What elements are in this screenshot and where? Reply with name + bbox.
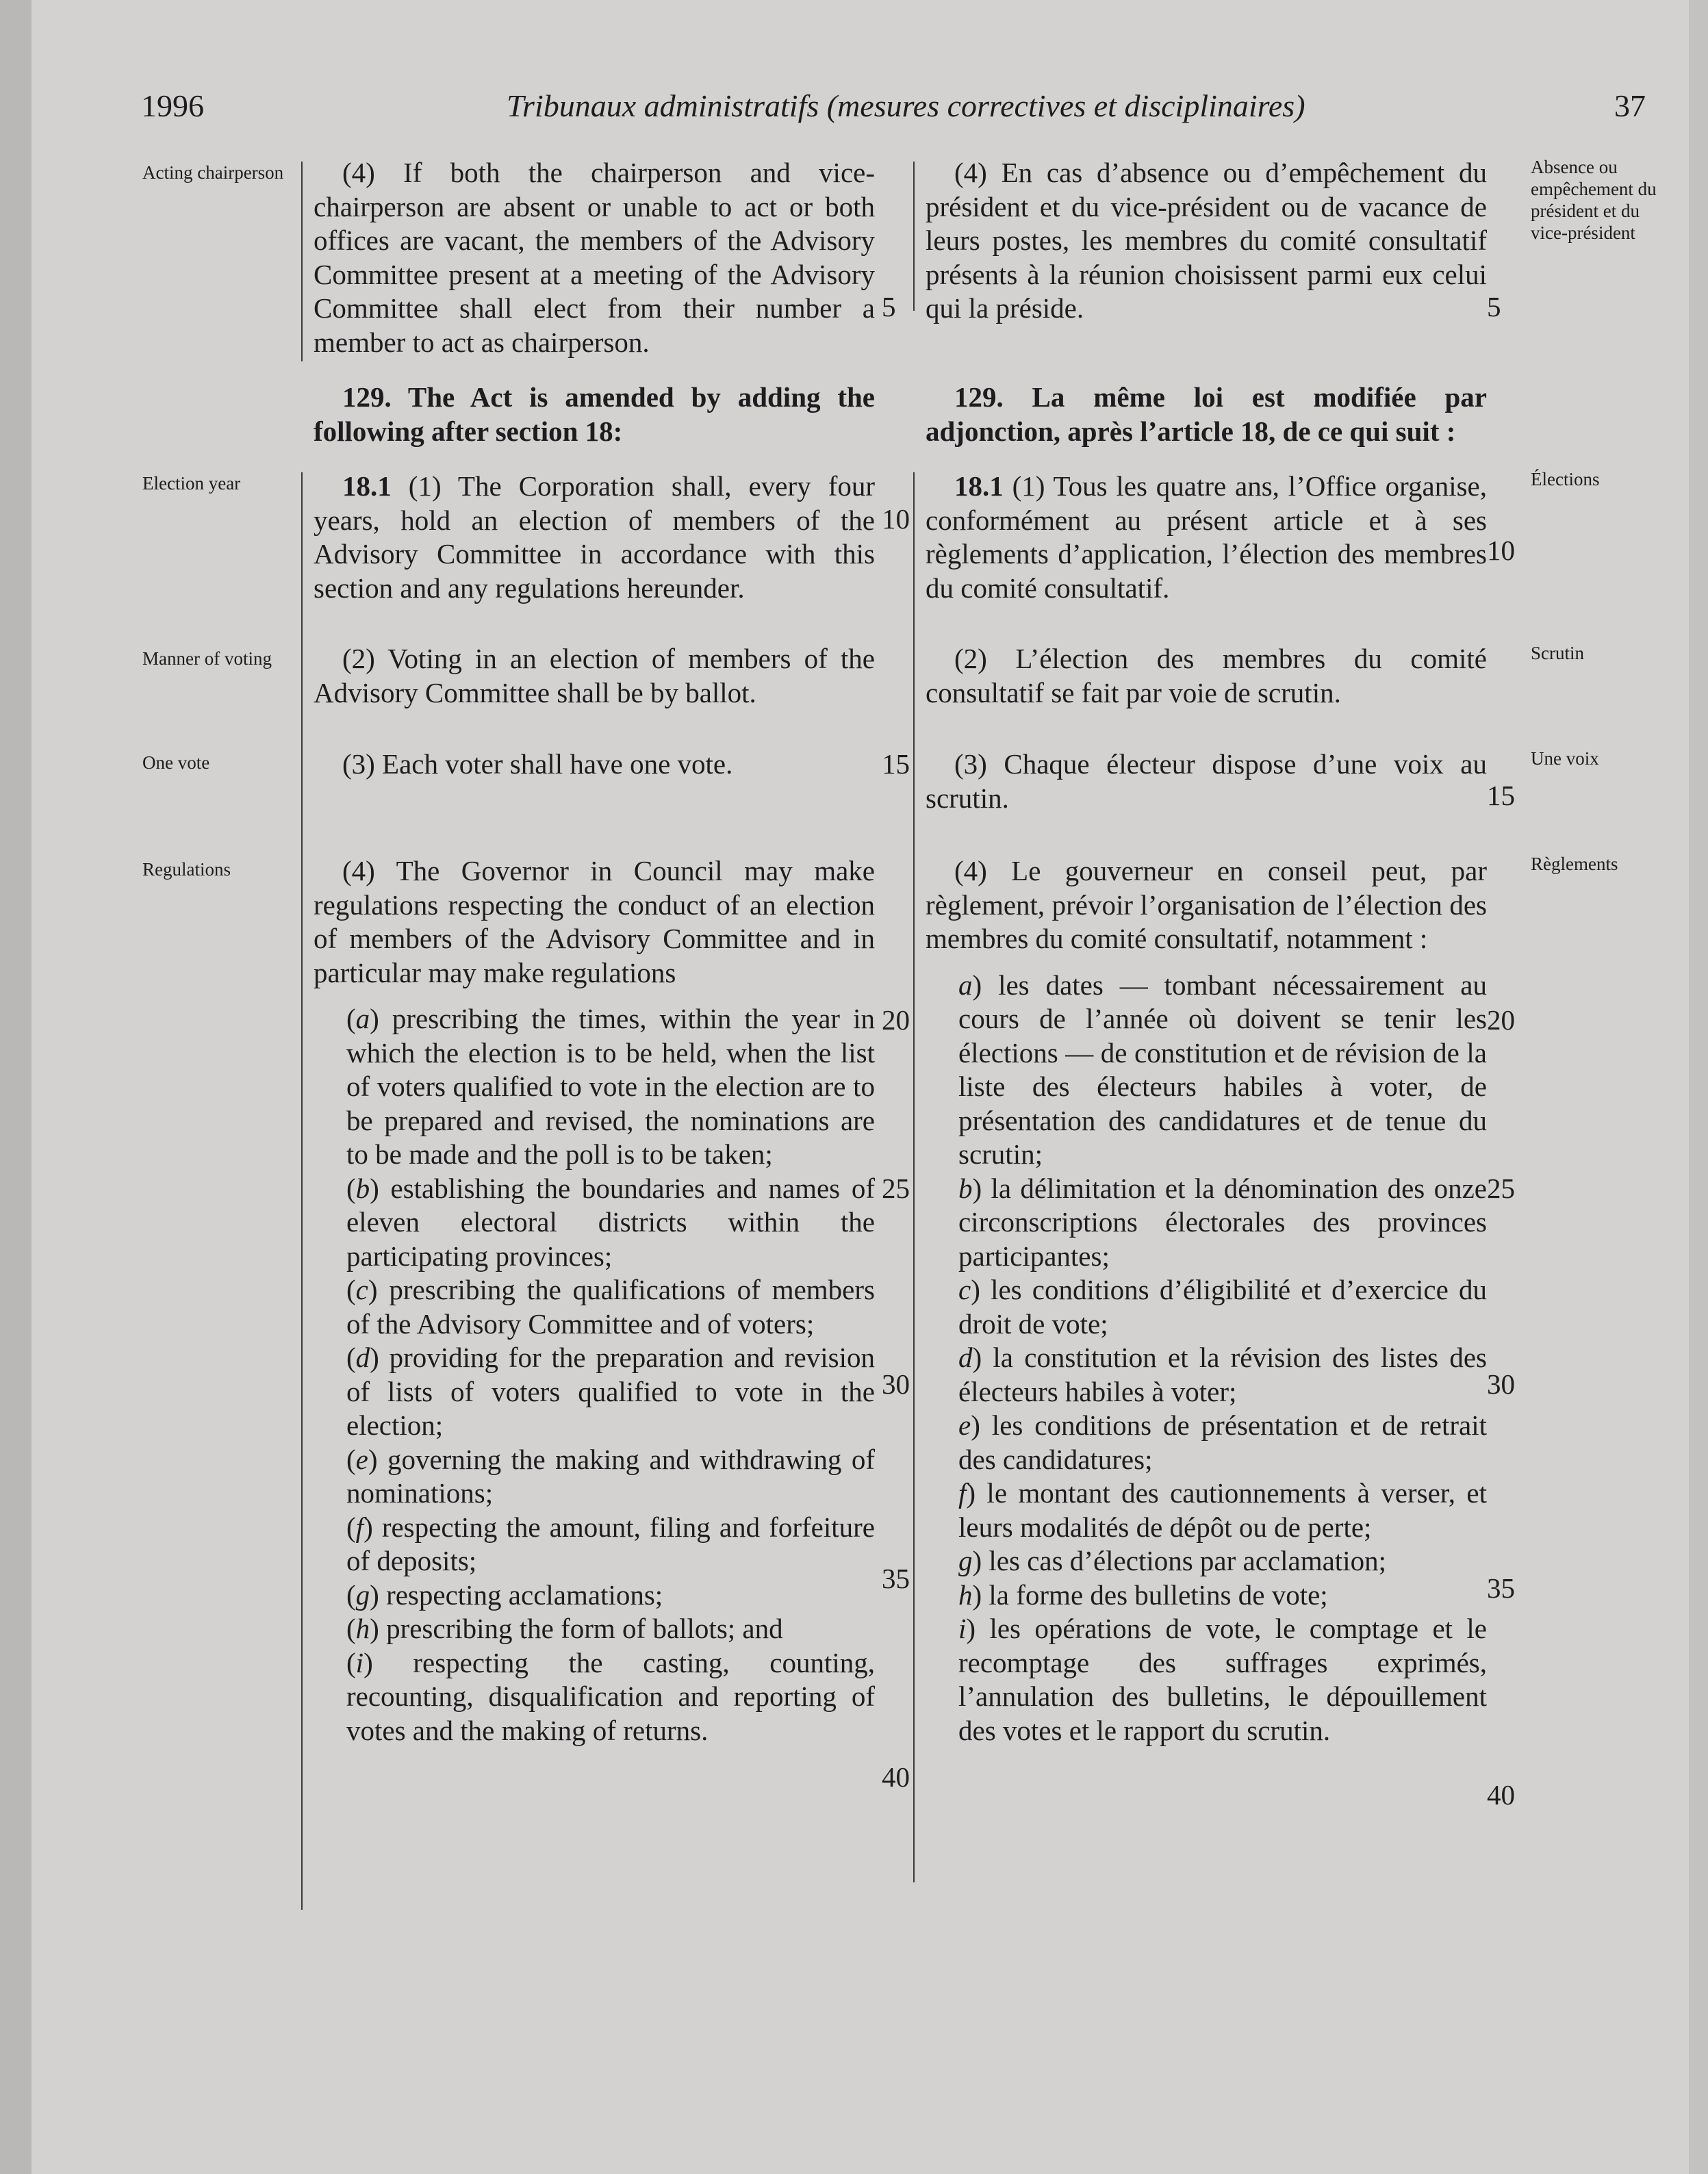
en-item-c: (c) prescribing the qualifications of members of the Advisory Committee and of voters;: [346, 1274, 875, 1340]
en-item-list: [314, 1002, 875, 1748]
fr-paragraph: (3) Chaque électeur dispose d’une voix au scrutin.: [926, 748, 1487, 814]
line-number: 10: [882, 503, 910, 535]
fr-section-18-1: [926, 470, 1487, 605]
en-item-h: (h) prescribing the form of ballots; and: [346, 1613, 783, 1644]
en-item-i: (i) respecting the casting, counting, recounting, disqualification and reporting of votes and the making of returns.: [346, 1646, 876, 1746]
line-number: 40: [1487, 1779, 1515, 1811]
margin-note-une-voix: Une voix: [1531, 748, 1599, 769]
line-number: 25: [882, 1173, 910, 1204]
en-item-a: (a) prescribing the times, within the year in which the election is to be held, when the list of voters qualified to vote in the election are to be prepared and revised, the nominations are to be made and the poll is to be taken;: [346, 1003, 876, 1170]
fr-item-text: les conditions d’éligibilité et d’exercice du droit de vote;: [958, 1274, 1487, 1340]
en-paragraph: (4) If both the chairperson and vice-chairperson are absent or unable to act or both offices are vacant, the members of the Advisory Committee present at a meeting of the Advisory Committee shall elect from their number a member to act as chairperson.: [314, 157, 875, 358]
en-section-18-1: [314, 470, 875, 605]
line-number: 15: [882, 748, 910, 780]
fr-item-letter: a: [958, 969, 973, 1001]
en-item-text: prescribing the form of ballots; and: [386, 1613, 783, 1644]
fr-item-list: [926, 969, 1487, 1748]
line-number: 40: [882, 1761, 910, 1793]
fr-item-letter: c: [958, 1274, 971, 1305]
margin-note-one-vote: One vote: [142, 752, 210, 773]
fr-paragraph: (4) En cas d’absence ou d’empêchement du président et du vice-président ou de vacance de leurs postes, les membres du comité consultatif présents à la réunion choisissent parmi eux celui qui la préside.: [926, 157, 1487, 324]
en-paragraph: (3) Each voter shall have one vote.: [342, 748, 733, 780]
en-item-text: respecting the casting, counting, recounting, disqualification and reporting of votes and the making of returns.: [346, 1646, 876, 1746]
fr-item-b: b) la délimitation et la dénomination des onze circonscriptions électorales des provinces participantes;: [958, 1172, 1487, 1272]
en-section-129: [314, 381, 875, 448]
en-subsection-4-acting: [314, 156, 875, 359]
fr-paragraph: (4) Le gouverneur en conseil peut, par règlement, prévoir l’organisation de l’élection des membres du comité consultatif, notamment :: [926, 855, 1487, 954]
column-rule-left: [301, 472, 303, 1910]
fr-item-d: d) la constitution et la révision des listes des électeurs habiles à voter;: [958, 1342, 1488, 1407]
line-number: 20: [1487, 1004, 1515, 1036]
fr-item-i: i) les opérations de vote, le comptage et le recomptage des suffrages exprimés, l’annulation des bulletins, le dépouillement des votes et le rapport du scrutin.: [958, 1613, 1488, 1746]
fr-item-h: h) la forme des bulletins de vote;: [958, 1578, 1328, 1611]
en-item-text: establishing the boundaries and names of eleven electoral districts within the participating provinces;: [346, 1172, 875, 1272]
en-item-text: respecting acclamations;: [386, 1578, 663, 1611]
margin-note-acting-chairperson: Acting chairperson: [142, 162, 284, 183]
fr-item-text: les conditions de présentation et de retrait des candidatures;: [958, 1409, 1488, 1475]
en-item-letter: a: [355, 1003, 370, 1034]
fr-item-text: les cas d’élections par acclamation;: [989, 1545, 1386, 1576]
margin-note-election-year: Election year: [142, 473, 241, 494]
fr-paragraph: (1) Tous les quatre ans, l’Office organise, conformément au présent article et à ses règlements d’application, l’élection des membres du comité consultatif.: [926, 470, 1487, 604]
en-paragraph: (2) Voting in an election of members of the Advisory Committee shall be by ballot.: [314, 643, 875, 708]
page-edge-right: [1689, 0, 1708, 2174]
fr-item-c: c) les conditions d’éligibilité et d’exercice du droit de vote;: [958, 1274, 1487, 1340]
fr-paragraph: (2) L’élection des membres du comité consultatif se fait par voie de scrutin.: [926, 643, 1487, 708]
fr-item-letter: f: [958, 1477, 967, 1509]
en-item-text: providing for the preparation and revision of lists of voters qualified to vote in the election;: [346, 1342, 875, 1441]
line-number: 5: [1487, 291, 1501, 322]
fr-item-letter: g: [958, 1545, 973, 1576]
fr-section-129: [926, 381, 1487, 448]
en-heading: 129. The Act is amended by adding the following after section 18:: [314, 381, 875, 447]
margin-note-manner-of-voting: Manner of voting: [142, 648, 272, 669]
fr-item-text: la constitution et la révision des listes des électeurs habiles à voter;: [958, 1342, 1488, 1407]
column-rule-middle: [913, 162, 915, 311]
margin-note-reglements: Règlements: [1531, 854, 1618, 874]
en-item-letter: d: [355, 1342, 370, 1373]
fr-item-letter: e: [958, 1409, 971, 1441]
line-number: 20: [882, 1004, 910, 1036]
margin-note-scrutin: Scrutin: [1531, 643, 1584, 663]
fr-item-text: les opérations de vote, le comptage et le recomptage des suffrages exprimés, l’annulation des bulletins, le dépouillement des votes et le rapport du scrutin.: [958, 1613, 1488, 1746]
en-item-letter: b: [355, 1172, 370, 1204]
fr-item-f: f) le montant des cautionnements à verser, et leurs modalités de dépôt ou de perte;: [958, 1477, 1488, 1543]
en-section-number: 18.1: [342, 470, 392, 502]
en-item-text: prescribing the qualifications of members of the Advisory Committee and of voters;: [346, 1274, 875, 1340]
en-item-d: (d) providing for the preparation and revision of lists of voters qualified to vote in the election;: [346, 1342, 875, 1441]
fr-section-number: 18.1: [954, 470, 1004, 502]
header-year: 1996: [141, 88, 204, 123]
fr-item-text: le montant des cautionnements à verser, et leurs modalités de dépôt ou de perte;: [958, 1477, 1488, 1543]
en-item-letter: i: [355, 1646, 364, 1678]
fr-heading: 129. La même loi est modifiée par adjonction, après l’article 18, de ce qui suit :: [926, 381, 1487, 447]
line-number: 35: [882, 1563, 910, 1594]
line-number: 30: [882, 1368, 910, 1400]
en-item-letter: g: [355, 1578, 370, 1611]
en-subsection-4-regulations: [314, 854, 875, 1748]
line-number: 15: [1487, 780, 1515, 811]
line-number: 35: [1487, 1572, 1515, 1604]
fr-item-g: g) les cas d’élections par acclamation;: [958, 1545, 1386, 1576]
fr-item-a: a) les dates — tombant nécessairement au cours de l’année où doivent se tenir les élections — de constitution et de révision de la liste des électeurs habiles à voter, de présentation des candidatures et de tenue du scrutin;: [958, 969, 1488, 1170]
margin-note-absence: Absence ou empêchement du président et du vice-président: [1531, 157, 1657, 243]
en-item-text: governing the making and withdrawing of nominations;: [346, 1443, 876, 1509]
en-item-letter: f: [355, 1511, 364, 1543]
fr-subsection-3: [926, 747, 1487, 815]
fr-item-letter: i: [958, 1613, 967, 1644]
fr-item-letter: d: [958, 1342, 973, 1373]
en-item-e: (e) governing the making and withdrawing of nominations;: [346, 1443, 876, 1509]
fr-subsection-2: [926, 642, 1487, 710]
en-item-g: (g) respecting acclamations;: [346, 1578, 663, 1611]
line-number: 30: [1487, 1368, 1515, 1400]
en-item-text: prescribing the times, within the year in which the election is to be held, when the list of voters qualified to vote in the election are to be prepared and revised, the nominations are to be made and the poll is to be taken;: [346, 1003, 876, 1170]
page-edge-left: [0, 0, 31, 2174]
fr-item-text: la délimitation et la dénomination des onze circonscriptions électorales des provinces participantes;: [958, 1172, 1487, 1272]
en-item-b: (b) establishing the boundaries and names of eleven electoral districts within the participating provinces;: [346, 1172, 875, 1272]
en-item-letter: c: [355, 1274, 368, 1305]
en-paragraph: (4) The Governor in Council may make regulations respecting the conduct of an election of members of the Advisory Committee and in particular may make regulations: [314, 855, 875, 988]
fr-item-letter: h: [958, 1578, 973, 1611]
en-item-letter: h: [355, 1613, 370, 1644]
en-item-letter: e: [355, 1443, 368, 1475]
fr-item-text: la forme des bulletins de vote;: [989, 1578, 1328, 1611]
fr-item-letter: b: [958, 1172, 973, 1204]
header-page-number: 37: [1614, 88, 1646, 123]
en-subsection-3: [314, 747, 875, 782]
fr-item-text: les dates — tombant nécessairement au cours de l’année où doivent se tenir les élections — de constitution et de révision de la liste des électeurs habiles à voter, de présentation des candidatures et de tenue du scrutin;: [958, 969, 1488, 1170]
fr-item-e: e) les conditions de présentation et de retrait des candidatures;: [958, 1409, 1488, 1475]
fr-subsection-4-reglements: [926, 854, 1487, 1748]
fr-subsection-4-absence: [926, 156, 1487, 326]
line-number: 5: [882, 291, 896, 322]
margin-note-regulations: Regulations: [142, 859, 231, 880]
en-paragraph: (1) The Corporation shall, every four years, hold an election of members of the Advisory Committee in accordance with this section and any regulations hereunder.: [314, 470, 875, 604]
margin-note-elections: Élections: [1531, 469, 1600, 489]
line-number: 25: [1487, 1173, 1515, 1204]
en-subsection-2: [314, 642, 875, 710]
column-rule-middle: [913, 472, 915, 1882]
column-rule-left: [301, 162, 303, 361]
en-item-f: (f) respecting the amount, filing and forfeiture of deposits;: [346, 1511, 875, 1576]
line-number: 10: [1487, 535, 1515, 566]
header-title: Tribunaux administratifs (mesures correctives et disciplinaires): [507, 88, 1305, 123]
en-item-text: respecting the amount, filing and forfeiture of deposits;: [346, 1511, 875, 1576]
